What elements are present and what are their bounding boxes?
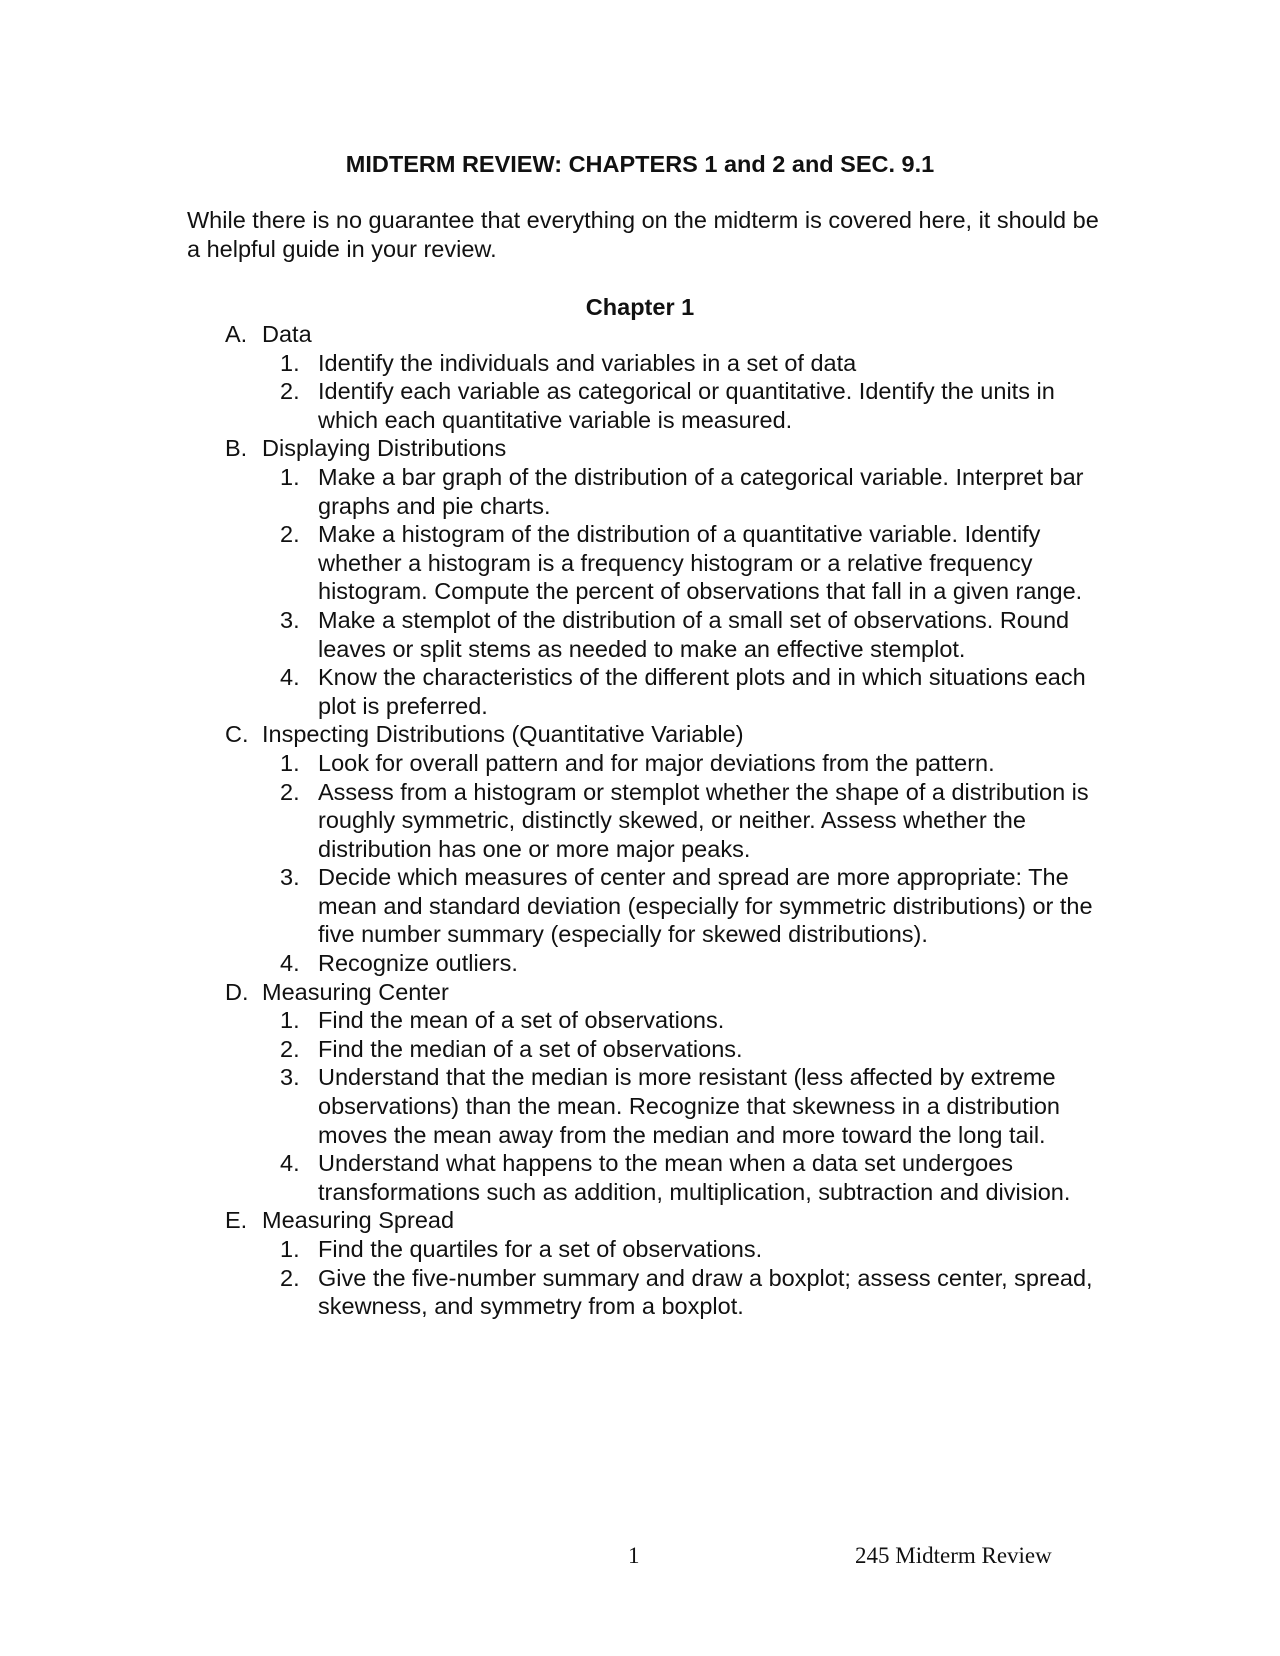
section-heading [0, 720, 1280, 749]
list-item [0, 778, 1093, 864]
item-number: 2. [280, 1264, 300, 1291]
section-letter: D. [225, 978, 249, 1005]
list-item [0, 749, 1093, 778]
item-text: Find the median of a set of observations. [318, 1035, 743, 1062]
item-number: 1. [280, 749, 300, 776]
section-heading [0, 434, 1280, 463]
item-text: Make a bar graph of the distribution of a categorical variable. Interpret bar graphs and pie charts. [318, 463, 1084, 519]
page-number: 1 [628, 1543, 640, 1568]
list-item [0, 377, 1093, 434]
item-number: 3. [280, 606, 300, 633]
list-item [0, 663, 1093, 720]
item-number: 1. [280, 1236, 300, 1262]
outline-section [0, 720, 1280, 977]
item-text: Assess from a histogram or stemplot whether the shape of a distribution is roughly symmetric, distinctly skewed, or neither. Assess whether the distribution has one or more major peaks. [318, 778, 1089, 862]
section-title: Measuring Spread [262, 1207, 455, 1234]
section-letter: A. [225, 321, 248, 347]
section-letter: C. [225, 721, 249, 748]
item-text: Identify each variable as categorical or quantitative. Identify the units in which each quantitative variable is measured. [318, 378, 1055, 433]
intro-paragraph: While there is no guarantee that everything on the midterm is covered here, it should be a helpful guide in your review. [187, 207, 1099, 262]
list-item [0, 863, 1093, 949]
section-heading [0, 320, 1280, 349]
item-number: 1. [280, 1007, 300, 1034]
page-title: MIDTERM REVIEW: CHAPTERS 1 and 2 and SEC. 9.1 [345, 151, 935, 177]
item-text: Make a histogram of the distribution of a quantitative variable. Identify whether a histogram is a frequency histogram or a relative frequency histogram. Compute the percent of observations that fall in a given range. [318, 521, 1083, 605]
footer-title: 245 Midterm Review [855, 1543, 1052, 1568]
outline [0, 320, 1280, 1321]
list-item [0, 1063, 1093, 1149]
item-text: Look for overall pattern and for major deviations from the pattern. [318, 749, 995, 776]
item-text: Decide which measures of center and spread are more appropriate: The mean and standard deviation (especially for symmetric distributions) or the five number summary (especially for skewed distributions). [318, 864, 1093, 948]
item-text: Find the quartiles for a set of observations. [318, 1236, 763, 1262]
item-text: Give the five-number summary and draw a boxplot; assess center, spread, skewness, and symmetry from a boxplot. [318, 1264, 1093, 1320]
item-text: Make a stemplot of the distribution of a small set of observations. Round leaves or split stems as needed to make an effective stemplot. [318, 606, 1070, 662]
chapter-heading: Chapter 1 [585, 294, 695, 320]
item-text: Identify the individuals and variables in a set of data [318, 349, 857, 376]
outline-section [0, 1206, 1280, 1320]
item-text: Know the characteristics of the different plots and in which situations each plot is preferred. [318, 664, 1086, 719]
list-item [0, 349, 1093, 378]
section-title: Displaying Distributions [262, 435, 507, 462]
outline-section [0, 320, 1280, 434]
section-heading [0, 1206, 1280, 1235]
item-number: 3. [280, 864, 300, 891]
outline-section [0, 978, 1280, 1207]
list-item [0, 1149, 1093, 1206]
item-number: 1. [280, 349, 300, 376]
item-number: 1. [280, 463, 300, 490]
item-text: Understand what happens to the mean when a data set undergoes transformations such as addition, multiplication, subtraction and division. [318, 1150, 1071, 1205]
item-number: 4. [280, 1150, 300, 1177]
item-text: Understand that the median is more resistant (less affected by extreme observations) than the mean. Recognize that skewness in a distribution moves the mean away from the median and more toward the long tail. [318, 1064, 1060, 1148]
list-item [0, 1264, 1093, 1321]
section-letter: B. [225, 435, 248, 462]
list-item [0, 1235, 1093, 1264]
item-number: 2. [280, 378, 300, 405]
list-item [0, 949, 1093, 978]
section-title: Inspecting Distributions (Quantitative Variable) [262, 721, 744, 748]
item-number: 4. [280, 950, 300, 977]
list-item [0, 463, 1093, 520]
item-number: 3. [280, 1064, 300, 1091]
item-number: 2. [280, 521, 300, 548]
item-number: 2. [280, 1035, 300, 1062]
list-item [0, 1006, 1093, 1035]
item-number: 4. [280, 664, 300, 691]
section-heading [0, 978, 1280, 1007]
item-text: Recognize outliers. [318, 950, 518, 977]
list-item [0, 606, 1093, 663]
outline-section [0, 434, 1280, 720]
item-text: Find the mean of a set of observations. [318, 1007, 725, 1034]
item-number: 2. [280, 778, 300, 805]
section-title: Data [262, 321, 312, 347]
list-item [0, 520, 1093, 606]
list-item [0, 1035, 1093, 1064]
section-title: Measuring Center [262, 978, 449, 1005]
section-letter: E. [225, 1207, 248, 1234]
